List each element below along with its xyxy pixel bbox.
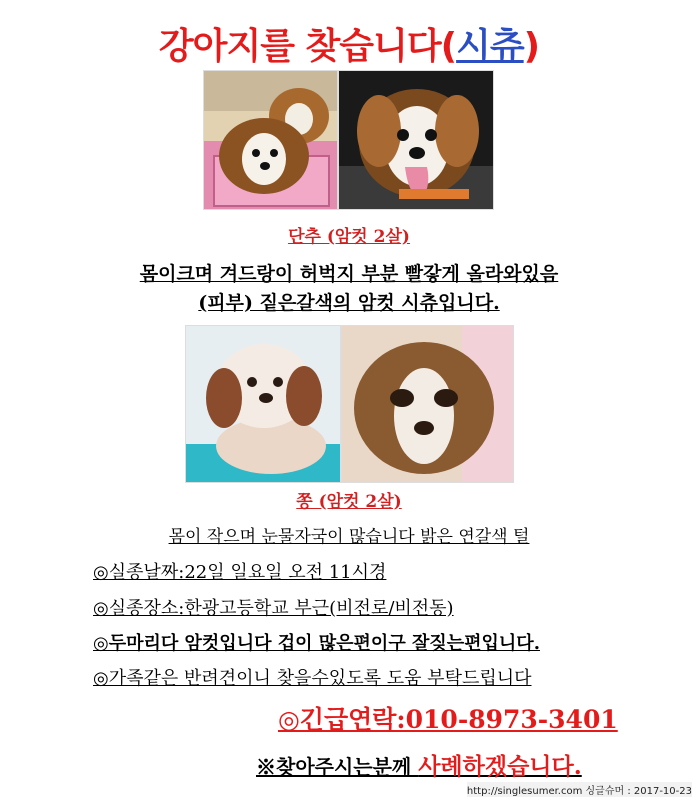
reward-prefix: ※찾아주시는분께: [256, 755, 419, 779]
info-request: ◎가족같은 반려견이니 찾을수있도록 도움 부탁드립니다: [93, 668, 532, 689]
dog1-caption: 단추 (암컷 2살): [288, 227, 410, 247]
reward-highlight: 사례하겠습니다.: [418, 753, 582, 780]
reward-text: [256, 748, 582, 781]
info-note: ◎두마리다 암컷입니다 겁이 많은편이구 잘짖는편입니다.: [93, 633, 540, 654]
dog1-description-line2: (피부) 짙은갈색의 암컷 시츄입니다.: [198, 292, 500, 314]
dog1-photo-2: [338, 70, 494, 210]
info-date: ◎실종날짜:22일 일요일 오전 11시경: [93, 562, 387, 583]
info-location: ◎실종장소:한광고등학교 부근(비전로/비전동): [93, 598, 454, 619]
dog2-photo-1: [185, 325, 341, 483]
dog2-caption: 쫑 (암컷 2살): [296, 492, 402, 512]
title-text: 강아지를 찾습니다(: [158, 26, 457, 67]
dog1-description-line1: 몸이크며 겨드랑이 허벅지 부분 빨갛게 올라와있음: [139, 263, 559, 285]
title-breed: 시츄: [456, 26, 524, 67]
dog2-photo-2: [341, 325, 514, 483]
page-title: [0, 18, 698, 69]
dog2-description: 몸이 작으며 눈물자국이 많습니다 밝은 연갈색 털: [168, 527, 530, 547]
watermark: http://singlesumer.com 싱글슈머 : 2017-10-23: [467, 782, 692, 797]
contact-phone: ◎긴급연락:010-8973-3401: [278, 705, 618, 734]
title-close: ): [523, 26, 540, 67]
dog1-photo-1: [203, 70, 338, 210]
